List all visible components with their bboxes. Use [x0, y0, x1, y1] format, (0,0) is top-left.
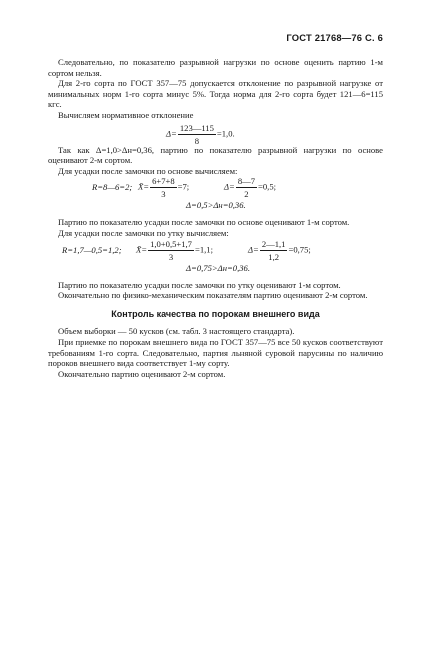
document-page	[48, 30, 383, 650]
paragraph-warp-shrinkage-grade-1: Партию по показателю усадки после замочки по основе оценивают 1-м сортом.	[58, 217, 350, 228]
equation-warp-comparison	[48, 200, 383, 213]
eq2-deviation-value: =0,5;	[258, 181, 277, 192]
eq1-rhs: =1,0.	[216, 128, 235, 139]
equation-deviation-load	[48, 121, 383, 145]
eq3-deviation-denominator: 1,2	[268, 251, 280, 262]
eq2-mean-value: =7;	[177, 181, 190, 192]
eq2-deviation-lhs: Δ=	[224, 181, 235, 192]
paragraph-load-grade-2: Так как Δ=1,0>Δн=0,36, партию по показателю разрывной нагрузки по основе оценивают 2-м сортом.	[48, 144, 383, 166]
page-header: ГОСТ 21768—76 С. 6	[286, 32, 383, 43]
eq2-mean-numerator: 6+7+8	[152, 176, 175, 187]
paragraph-sample-size: Объем выборки — 50 кусков (см. табл. 3 настоящего стандарта).	[58, 326, 295, 337]
equation-weft-comparison	[48, 263, 383, 276]
eq2-mean-fraction	[150, 176, 177, 199]
eq2-range: R=8—6=2;	[92, 182, 133, 193]
paragraph-final-grade: Окончательно партию оценивают 2-м сортом.	[58, 368, 226, 379]
paragraph-warp-shrinkage-intro: Для усадки после замочки по основе вычисляем:	[58, 165, 238, 176]
page-body	[48, 57, 383, 379]
eq1-denominator: 8	[194, 135, 200, 146]
eq3-mean-symbol: X̄=	[136, 244, 148, 254]
eq3-mean-numerator: 1,0+0,5+1,7	[150, 238, 192, 249]
equation-warp-shrinkage	[48, 176, 383, 200]
eq2-deviation-denominator: 2	[244, 189, 249, 200]
section-heading-visual-defects: Контроль качества по порокам внешнего вида	[111, 308, 320, 319]
eq3-deviation-fraction	[260, 239, 288, 262]
eq3-mean-denominator: 3	[168, 251, 174, 262]
paragraph-compute-deviation: Вычисляем нормативное отклонение	[58, 109, 194, 120]
eq2-comparison: Δ=0,5>Δн=0,36.	[186, 200, 246, 211]
equation-weft-shrinkage	[48, 239, 383, 263]
eq2-mean-symbol: X̄=	[138, 181, 150, 192]
paragraph-physical-final: Окончательно по физико-механическим показателям партию оценивают 2-м сортом.	[58, 290, 368, 301]
eq3-comparison: Δ=0,75>Δн=0,36.	[186, 262, 250, 273]
paragraph-grade-2-norm: Для 2-го сорта по ГОСТ 357—75 допускается отклонение по разрывной нагрузке от минимальных норм 1-го сорта минус 5%. Тогда норма для 2-го сорта будет 121—6=115 кгс.	[48, 78, 383, 110]
eq1-numerator: 123—115	[179, 122, 214, 133]
eq3-mean-fraction	[148, 239, 194, 262]
eq2-deviation-numerator: 8—7	[237, 176, 256, 187]
eq1-lhs: Δ=	[166, 128, 177, 139]
paragraph-visual-defects-result: При приемке по порокам внешнего вида по ГОСТ 357—75 все 50 кусков соответствуют требованиям 1-го сорта. Следовательно, партия льняной суровой парусины по наличию пороков внешнего вида соответствует 1-му сорту.	[48, 336, 383, 369]
eq3-deviation-lhs: Δ=	[248, 244, 259, 254]
eq3-deviation-numerator: 2—1,1	[261, 238, 286, 249]
paragraph-weft-shrinkage-grade-1: Партию по показателю усадки после замочки по утку оценивают 1-м сортом.	[58, 279, 341, 290]
paragraph-weft-shrinkage-intro: Для усадки после замочки по утку вычисляем:	[58, 227, 229, 238]
eq3-range: R=1,7—0,5=1,2;	[62, 244, 122, 255]
eq3-mean-value: =1,1;	[194, 244, 213, 254]
eq1-fraction	[178, 123, 216, 146]
eq3-deviation-value: =0,75;	[288, 244, 311, 254]
paragraph-conclusion-warp-load: Следовательно, по показателю разрывной нагрузки по основе оценить партию 1-м сортом нельзя.	[48, 57, 383, 78]
eq2-mean-denominator: 3	[161, 189, 166, 200]
eq2-deviation-fraction	[236, 176, 257, 199]
